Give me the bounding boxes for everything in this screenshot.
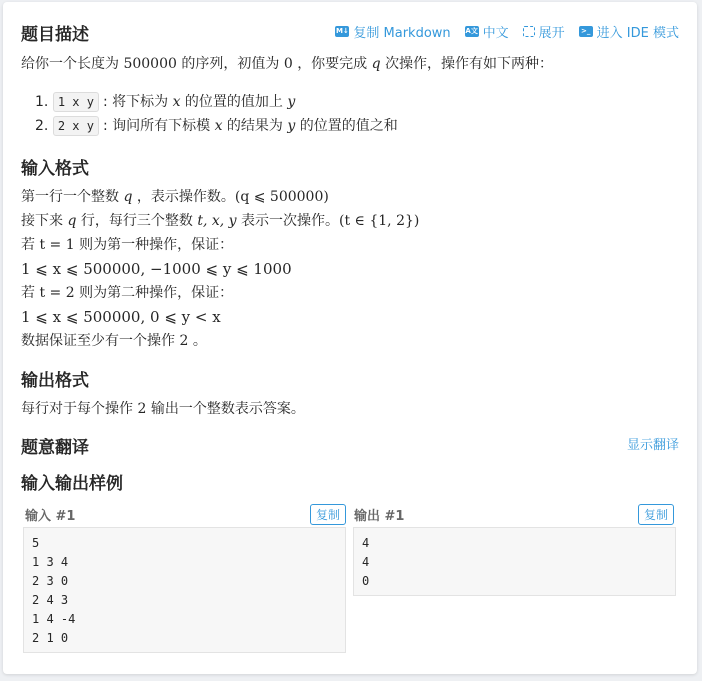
description-title: 题目描述 — [21, 25, 89, 45]
output-format-title: 输出格式 — [21, 371, 89, 391]
copy-input-button[interactable]: 复制 — [310, 504, 346, 525]
expand-label: 展开 — [538, 26, 565, 41]
toolbar — [335, 22, 679, 41]
translation-title: 题意翻译 — [21, 438, 89, 458]
expand-icon — [523, 26, 535, 37]
language-button[interactable] — [465, 22, 509, 41]
ide-mode-label: 进入 IDE 模式 — [596, 26, 679, 41]
input-line-4: 1 ⩽ x ⩽ 500000, −1000 ⩽ y ⩽ 1000 — [21, 260, 292, 278]
show-translation-link[interactable]: 显示翻译 — [626, 438, 679, 453]
input-line-3: 若 t = 1 则为第一种操作，保证： — [21, 237, 234, 253]
input-line-1: 第一行一个整数 q ，表示操作数。(q ⩽ 500000) — [21, 189, 329, 205]
problem-card — [3, 2, 697, 674]
input-line-2: 接下来 q 行，每行三个整数 t, x, y 表示一次操作。(t ∈ {1, 2}) — [21, 213, 420, 229]
sample-output-box[interactable]: 4 4 0 — [353, 527, 676, 596]
ide-mode-button[interactable] — [579, 22, 679, 41]
samples-title: 输入输出样例 — [21, 474, 123, 494]
copy-markdown-button[interactable] — [335, 22, 450, 41]
markdown-icon: M↓ — [335, 27, 349, 35]
copy-markdown-label: 复制 Markdown — [353, 26, 451, 41]
description-intro: 给你一个长度为 500000 的序列，初值为 0 ，你要完成 q 次操作，操作有如下两种： — [21, 56, 554, 72]
operation-1-code: 1 x y — [53, 92, 99, 112]
sample-input-label: 输入 #1 — [25, 509, 76, 524]
sample-output-label: 输出 #1 — [354, 509, 405, 524]
copy-output-button[interactable]: 复制 — [638, 504, 674, 525]
language-label: 中文 — [482, 26, 509, 41]
input-format-title: 输入格式 — [21, 159, 89, 179]
operation-1: 1. 1 x y : 将下标为 x 的位置的值加上 y — [35, 94, 296, 110]
terminal-icon: >_ — [579, 26, 593, 37]
operation-2: 2. 2 x y : 询问所有下标模 x 的结果为 y 的位置的值之和 — [35, 118, 398, 134]
expand-button[interactable] — [523, 22, 565, 41]
sample-input-box[interactable]: 5 1 3 4 2 3 0 2 4 3 1 4 -4 2 1 0 — [23, 527, 346, 653]
input-line-7: 数据保证至少有一个操作 2 。 — [21, 333, 207, 349]
language-icon: A文 — [465, 27, 478, 35]
input-line-5: 若 t = 2 则为第二种操作，保证： — [21, 285, 234, 301]
output-line-1: 每行对于每个操作 2 输出一个整数表示答案。 — [21, 401, 305, 417]
input-line-6: 1 ⩽ x ⩽ 500000, 0 ⩽ y < x — [21, 308, 221, 326]
operation-2-code: 2 x y — [53, 116, 99, 136]
